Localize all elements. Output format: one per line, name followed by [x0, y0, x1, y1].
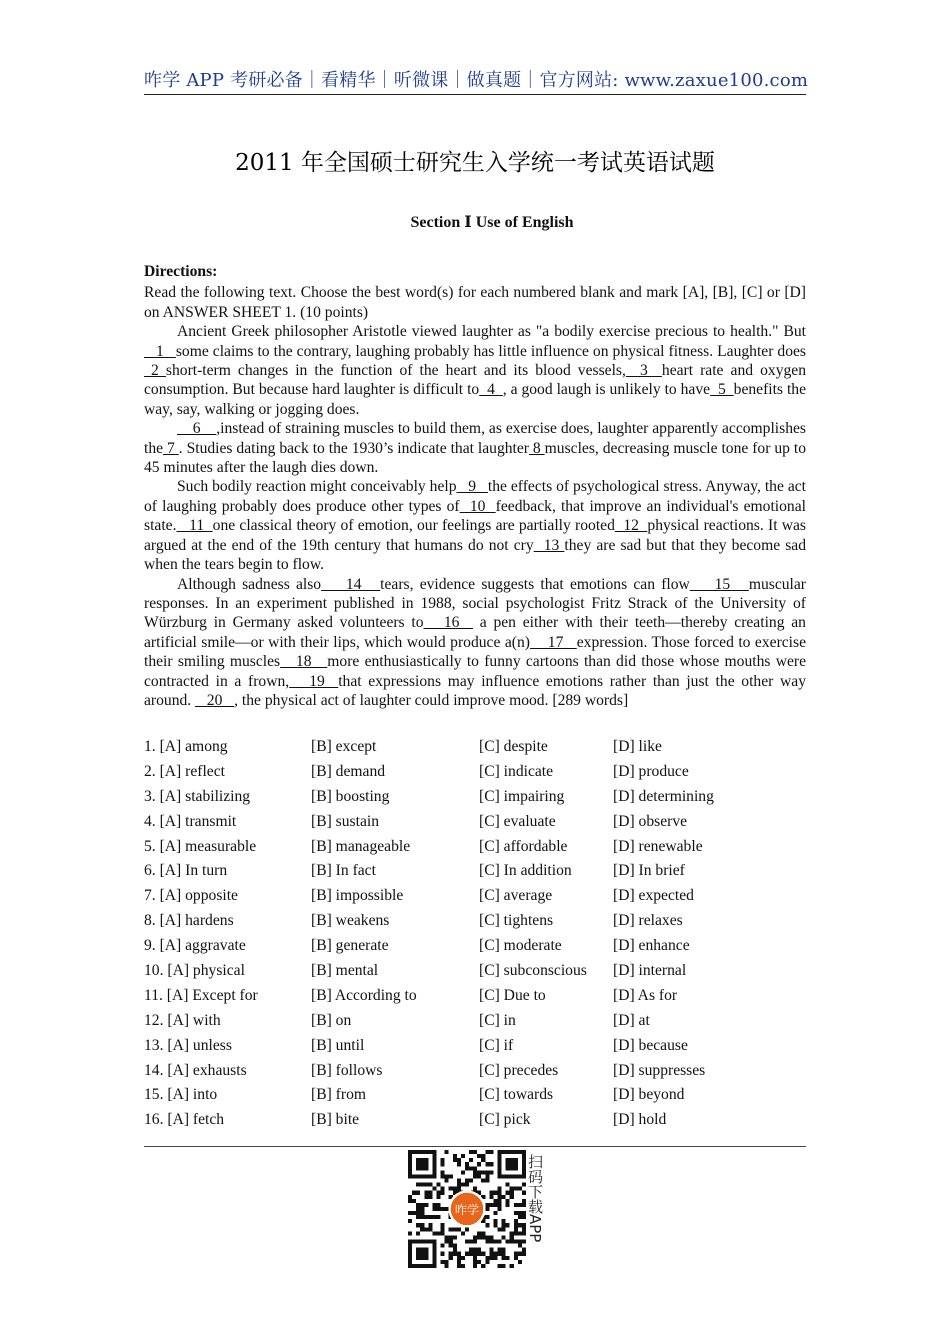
answer-blank: 12 [614, 517, 648, 535]
answer-blank: 1 [144, 342, 176, 360]
option-choice: [C] affordable [479, 837, 568, 855]
answer-blank: 6 [177, 420, 217, 438]
passage-text: that expressions may influence emotions rather than just the other way around. [144, 672, 806, 709]
option-choice: [B] boosting [311, 787, 390, 805]
option-choice: [C] subconscious [479, 962, 587, 980]
option-choice: [B] from [311, 1086, 366, 1104]
option-row [144, 762, 806, 787]
option-choice: [D] enhance [613, 937, 690, 955]
directions-heading: Directions: [144, 263, 218, 280]
option-choice: [B] According to [311, 986, 417, 1004]
option-choice: 10. [A] physical [144, 962, 245, 980]
header-divider [144, 94, 806, 95]
option-choice: [B] mental [311, 962, 379, 980]
passage-text: some claims to the contrary, laughing probably has little influence on physical fitness. Laughter does [175, 342, 807, 360]
option-row [144, 936, 806, 961]
option-choice: [D] observe [613, 812, 688, 830]
option-choice: 15. [A] into [144, 1086, 218, 1104]
passage-text: muscles, decreasing muscle tone for up to 45 minutes after the laugh dies down. [144, 439, 806, 477]
option-choice: [C] pick [479, 1111, 531, 1129]
options-list [144, 737, 806, 1135]
option-choice: 8. [A] hardens [144, 912, 234, 930]
option-choice: 13. [A] unless [144, 1036, 232, 1054]
option-choice: [B] demand [311, 762, 386, 780]
answer-blank: 18 [280, 653, 328, 671]
option-row [144, 837, 806, 862]
option-choice: [D] expected [613, 887, 694, 905]
option-choice: [B] weakens [311, 912, 390, 930]
option-choice: 7. [A] opposite [144, 887, 238, 905]
option-choice: [B] impossible [311, 887, 404, 905]
passage-text: benefits the way, say, walking or jogging does. [144, 381, 806, 418]
option-choice: [D] relaxes [613, 912, 683, 930]
site-header: 咋学 APP 考研必备｜看精华｜听微课｜做真题｜官方网站: www.zaxue100.com [144, 70, 809, 91]
passage-text: muscular responses. In an experiment published in 1988, social psychologist Fritz Strack of the University of Würzburg in Germany asked volunteers to [144, 575, 807, 632]
answer-blank: 16 [423, 614, 473, 632]
passage-text: Although sadness also [177, 575, 322, 593]
option-choice: [D] renewable [613, 837, 703, 855]
option-choice: [D] As for [613, 986, 678, 1004]
passage-text: short-term changes in the function of the heart and its blood vessels, [165, 362, 626, 380]
footer-divider [144, 1146, 806, 1147]
option-choice: 1. [A] among [144, 738, 228, 755]
option-row [144, 1110, 806, 1135]
qr-download-label: 扫码下载APP [526, 1154, 544, 1243]
option-row [144, 1085, 806, 1110]
option-row [144, 1061, 806, 1086]
passage-text: one classical theory of emotion, our feelings are partially rooted [212, 517, 615, 535]
qr-center-text: 咋学 [454, 1202, 480, 1217]
option-choice: [B] follows [311, 1061, 383, 1079]
answer-blank: 9 [456, 478, 488, 496]
passage-text: they are sad but that they become sad when the tears begin to flow. [144, 536, 806, 574]
option-choice: [D] hold [613, 1111, 667, 1129]
option-choice: [D] suppresses [613, 1061, 706, 1079]
section-title: Section Ⅰ Use of English [410, 214, 574, 231]
option-choice: [C] despite [479, 738, 548, 755]
option-choice: [B] generate [311, 937, 389, 955]
option-choice: [B] manageable [311, 837, 411, 855]
passage-text: ,instead of straining muscles to build them, as exercise does, laughter apparently accomplishes the [144, 420, 806, 457]
option-choice: [B] bite [311, 1111, 360, 1129]
passage-text: . Studies dating back to the 1930’s indicate that laughter [178, 439, 529, 457]
option-choice: [C] in [479, 1011, 516, 1029]
answer-blank: 8 [528, 439, 545, 457]
option-choice: [B] sustain [311, 812, 380, 830]
option-choice: 14. [A] exhausts [144, 1061, 247, 1079]
option-choice: [C] evaluate [479, 812, 556, 830]
option-choice: 11. [A] Except for [144, 986, 258, 1004]
answer-blank: 13 [533, 536, 565, 554]
option-choice: [C] impairing [479, 787, 565, 805]
option-choice: [C] indicate [479, 762, 554, 780]
option-choice: [C] Due to [479, 986, 546, 1004]
option-choice: 3. [A] stabilizing [144, 787, 251, 805]
passage-text: , a good laugh is unlikely to have [502, 381, 711, 399]
answer-blank: 11 [176, 517, 213, 535]
passage-text: the effects of psychological stress. Anyway, the act of laughing probably does produce other types of [144, 478, 806, 515]
option-choice: [C] average [479, 887, 553, 905]
option-choice: [B] on [311, 1011, 352, 1029]
option-choice: [C] precedes [479, 1061, 559, 1079]
directions-text: Read the following text. Choose the best word(s) for each numbered blank and mark [A], [B], [C] or [D] on ANSWER SHEET 1. (10 points) [144, 284, 806, 321]
option-choice: [D] In brief [613, 862, 685, 880]
option-choice: [D] beyond [613, 1086, 685, 1104]
paragraph-1 [144, 322, 806, 419]
option-choice: 5. [A] measurable [144, 837, 257, 855]
answer-blank: 19 [289, 672, 339, 690]
paragraph-3 [144, 477, 806, 574]
paragraph-4 [144, 575, 806, 711]
paragraph-2 [144, 419, 806, 477]
passage-text: expression. Those forced to exercise their smiling muscles [144, 633, 807, 671]
option-row [144, 961, 806, 986]
option-row [144, 911, 806, 936]
option-choice: 4. [A] transmit [144, 812, 237, 830]
answer-blank: 7 [163, 439, 179, 457]
option-choice: [D] like [613, 738, 662, 755]
option-choice: 9. [A] aggravate [144, 937, 246, 955]
passage [144, 262, 806, 710]
passage-text: a pen either with their teeth—thereby creating an artificial smile—or with their lips, which would produce a(n) [144, 614, 806, 651]
passage-text: heart rate and oxygen consumption. But because hard laughter is difficult to [144, 362, 807, 399]
option-choice: [C] moderate [479, 937, 562, 955]
passage-text: physical reactions. It was argued at the end of the 19th century that humans do not cry [144, 517, 807, 554]
qr-code-icon[interactable] [408, 1150, 526, 1268]
option-choice: [D] determining [613, 787, 714, 805]
option-row [144, 812, 806, 837]
option-row [144, 737, 806, 762]
exam-title: 2011 年全国硕士研究生入学统一考试英语试题 [235, 150, 715, 176]
option-choice: [D] produce [613, 762, 689, 780]
answer-blank: 14 [321, 575, 381, 593]
option-choice: [B] In fact [311, 862, 376, 880]
option-row [144, 787, 806, 812]
answer-blank: 10 [459, 497, 496, 515]
passage-text: Such bodily reaction might conceivably help [177, 478, 457, 496]
option-choice: 16. [A] fetch [144, 1111, 225, 1129]
answer-blank: 17 [529, 633, 577, 651]
option-choice: [D] internal [613, 962, 687, 980]
option-choice: [B] except [311, 738, 377, 755]
passage-text: tears, evidence suggests that emotions can flow [380, 575, 690, 593]
option-choice: 2. [A] reflect [144, 762, 225, 780]
option-choice: [C] tightens [479, 912, 554, 930]
option-choice: [D] at [613, 1011, 650, 1029]
passage-text: Ancient Greek philosopher Aristotle viewed laughter as "a bodily exercise precious to health." But [177, 323, 806, 341]
answer-blank: 5 [710, 381, 734, 399]
option-choice: [C] if [479, 1036, 514, 1054]
answer-blank: 15 [689, 575, 749, 593]
option-choice: 6. [A] In turn [144, 862, 228, 880]
option-row [144, 861, 806, 886]
answer-blank: 2 [144, 362, 166, 380]
option-row [144, 886, 806, 911]
answer-blank: 4 [479, 381, 503, 399]
passage-text: feedback, that improve an individual's emotional state. [144, 497, 806, 535]
answer-blank: 3 [625, 362, 662, 380]
option-row [144, 1011, 806, 1036]
option-choice: [C] In addition [479, 862, 572, 880]
option-row [144, 986, 806, 1011]
option-row [144, 1036, 806, 1061]
passage-text: more enthusiastically to funny cartoons than did those whose mouths were contracted in a frown, [144, 653, 807, 690]
answer-blank: 20 [195, 691, 235, 709]
option-choice: 12. [A] with [144, 1011, 221, 1029]
option-choice: [C] towards [479, 1086, 554, 1104]
option-choice: [D] because [613, 1036, 688, 1054]
passage-text: , the physical act of laughter could improve mood. [289 words] [234, 691, 629, 709]
option-choice: [B] until [311, 1036, 365, 1054]
